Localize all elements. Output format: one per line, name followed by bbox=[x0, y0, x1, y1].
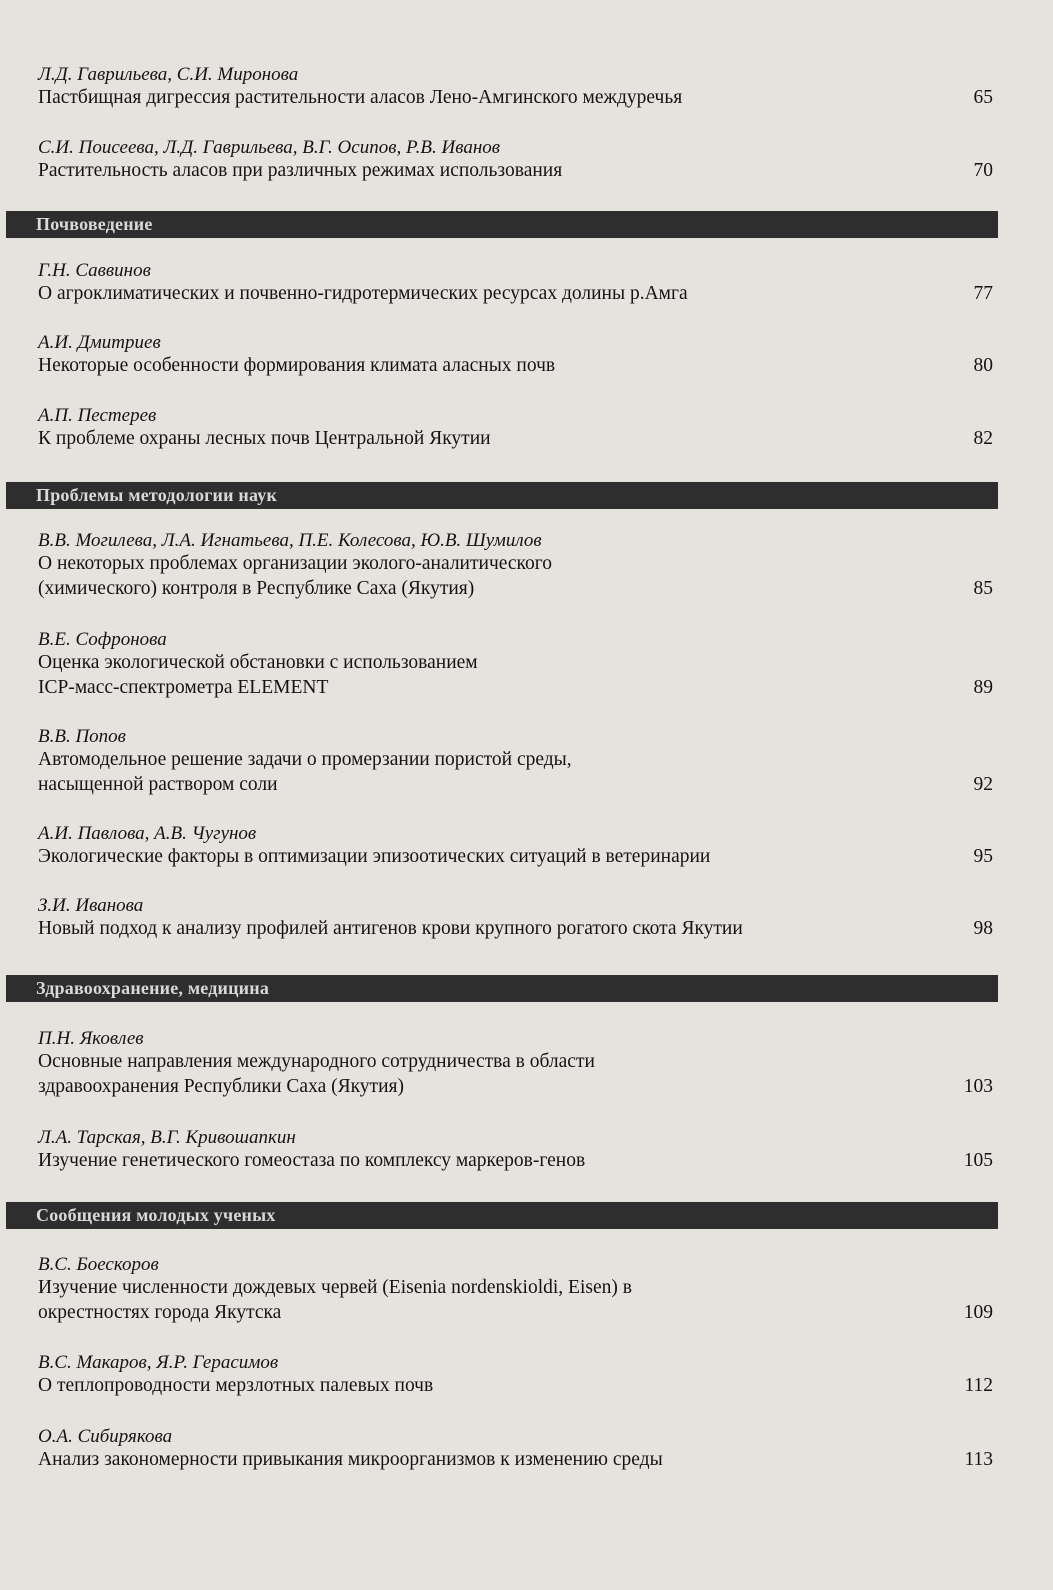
entry-authors: Г.Н. Саввинов bbox=[38, 260, 151, 281]
entry-page-number: 89 bbox=[973, 676, 993, 698]
entry-title: О теплопроводности мерзлотных палевых почв bbox=[38, 1375, 434, 1396]
entry-title: ICP-масс-спектрометра ELEMENT bbox=[38, 676, 329, 698]
entry-authors: О.А. Сибирякова bbox=[38, 1426, 173, 1447]
entry-authors: В.В. Могилева, Л.А. Игнатьева, П.Е. Колесова, Ю.В. Шумилов bbox=[38, 530, 542, 551]
entry-page-number: 112 bbox=[964, 1375, 993, 1396]
entry-title: окрестностях города Якутска bbox=[38, 1301, 282, 1323]
entry-authors: П.Н. Яковлев bbox=[38, 1028, 144, 1049]
entry-page-number: 80 bbox=[973, 355, 993, 376]
entry-title: К проблеме охраны лесных почв Центральной Якутии bbox=[38, 428, 491, 449]
toc-entry bbox=[38, 63, 993, 111]
entry-title: Анализ закономерности привыкания микроорганизмов к изменению среды bbox=[38, 1449, 663, 1470]
toc-entry bbox=[38, 1126, 993, 1174]
entry-authors: З.И. Иванова bbox=[38, 895, 144, 916]
entry-page-number: 65 bbox=[973, 87, 993, 108]
toc-entry bbox=[38, 404, 993, 452]
section-header: Проблемы методологии наук bbox=[6, 482, 998, 509]
toc-entry bbox=[38, 136, 993, 184]
entry-title: Автомодельное решение задачи о промерзании пористой среды, bbox=[38, 749, 572, 770]
entry-page-number: 113 bbox=[964, 1449, 993, 1470]
entry-page-number: 70 bbox=[973, 160, 993, 181]
entry-title: Изучение генетического гомеостаза по комплексу маркеров-генов bbox=[38, 1150, 586, 1171]
entry-page-number: 109 bbox=[963, 1301, 993, 1323]
entry-title: Новый подход к анализу профилей антигенов крови крупного рогатого скота Якутии bbox=[38, 918, 743, 939]
entry-title: Основные направления международного сотрудничества в области bbox=[38, 1051, 595, 1072]
entry-title: (химического) контроля в Республике Саха (Якутия) bbox=[38, 577, 475, 599]
entry-title: Экологические факторы в оптимизации эпизоотических ситуаций в ветеринарии bbox=[38, 846, 711, 867]
entry-authors: В.С. Макаров, Я.Р. Герасимов bbox=[38, 1352, 279, 1373]
toc-entry bbox=[38, 1425, 993, 1473]
entry-title: насыщенной раствором соли bbox=[38, 773, 278, 795]
section-header: Почвоведение bbox=[6, 211, 998, 238]
toc-entry bbox=[38, 628, 993, 700]
entry-page-number: 77 bbox=[973, 283, 993, 304]
entry-authors: В.В. Попов bbox=[38, 726, 126, 747]
entry-title: Пастбищная дигрессия растительности аласов Лено-Амгинского междуречья bbox=[38, 87, 683, 108]
toc-entry bbox=[38, 725, 993, 797]
entry-title: О некоторых проблемах организации эколого-аналитического bbox=[38, 553, 553, 574]
entry-title: О агроклиматических и почвенно-гидротермических ресурсах долины р.Амга bbox=[38, 283, 688, 304]
entry-authors: Л.Д. Гаврильева, С.И. Миронова bbox=[38, 64, 299, 85]
entry-title: Некоторые особенности формирования климата аласных почв bbox=[38, 355, 556, 376]
entry-page-number: 92 bbox=[973, 773, 993, 795]
toc-entry bbox=[38, 259, 993, 307]
toc-entry bbox=[38, 1253, 993, 1325]
section-header: Сообщения молодых ученых bbox=[6, 1202, 998, 1229]
entry-page-number: 82 bbox=[973, 428, 993, 449]
section-header: Здравоохранение, медицина bbox=[6, 975, 998, 1002]
entry-page-number: 105 bbox=[963, 1150, 993, 1171]
entry-page-number: 85 bbox=[973, 577, 993, 599]
entry-authors: А.И. Дмитриев bbox=[38, 332, 161, 353]
toc-entry bbox=[38, 529, 993, 601]
toc-entry bbox=[38, 331, 993, 379]
entry-authors: В.С. Боескоров bbox=[38, 1254, 159, 1275]
entry-page-number: 98 bbox=[973, 918, 993, 939]
entry-title: Оценка экологической обстановки с использованием bbox=[38, 652, 478, 673]
entry-page-number: 95 bbox=[973, 846, 993, 867]
entry-authors: А.И. Павлова, А.В. Чугунов bbox=[38, 823, 257, 844]
toc-entry bbox=[38, 894, 993, 942]
entry-authors: С.И. Поисеева, Л.Д. Гаврильева, В.Г. Осипов, Р.В. Иванов bbox=[38, 137, 501, 158]
entry-authors: А.П. Пестерев bbox=[38, 405, 157, 426]
entry-page-number: 103 bbox=[963, 1075, 993, 1097]
toc-entry bbox=[38, 1027, 993, 1099]
entry-title: здравоохранения Республики Саха (Якутия) bbox=[38, 1075, 404, 1097]
toc-entry bbox=[38, 822, 993, 870]
toc-entry bbox=[38, 1351, 993, 1399]
entry-title: Изучение численности дождевых червей (Eisenia nordenskioldi, Eisen) в bbox=[38, 1277, 632, 1298]
entry-title: Растительность аласов при различных режимах использования bbox=[38, 160, 563, 181]
entry-authors: Л.А. Тарская, В.Г. Кривошапкин bbox=[38, 1127, 296, 1148]
entry-authors: В.Е. Софронова bbox=[38, 629, 167, 650]
